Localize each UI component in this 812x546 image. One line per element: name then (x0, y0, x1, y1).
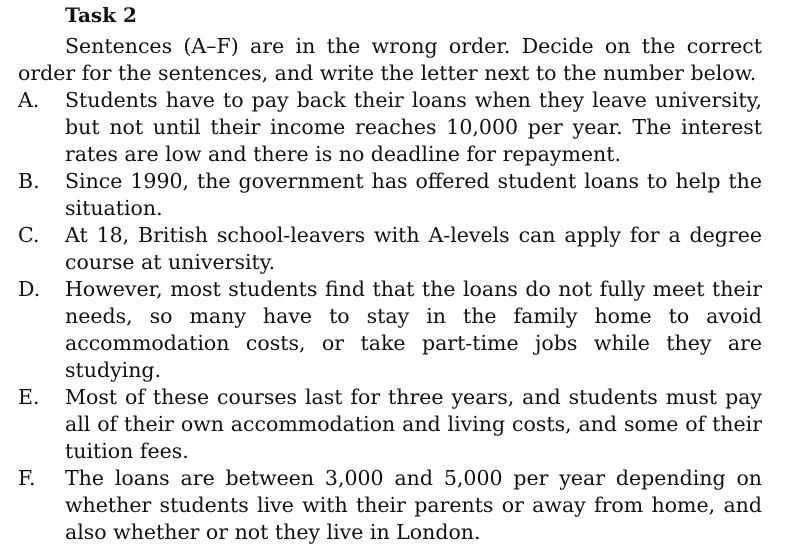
sentence-text: Students have to pay back their loans when they leave university, but not until their income reaches 10,000 per year. The interest rates are low and there is no deadline for repayment. (65, 88, 762, 166)
sentence-text: Since 1990, the government has offered student loans to help the situation. (65, 169, 762, 220)
sentence-item-c (18, 222, 762, 276)
sentence-letter: A. (18, 88, 40, 112)
sentence-item-d (18, 276, 762, 384)
sentence-letter: B. (18, 169, 40, 193)
sentence-letter: E. (18, 385, 40, 409)
sentence-letter: F. (18, 466, 36, 490)
task-instructions: Sentences (A–F) are in the wrong order. Decide on the correct order for the sentences, and write the letter next to the number below. (18, 34, 762, 85)
task-title: Task 2 (65, 3, 137, 27)
sentence-text: The loans are between 3,000 and 5,000 per year depending on whether students live with their parents or away from home, and also whether or not they live in London. (65, 466, 762, 544)
sentence-item-f (18, 465, 762, 546)
sentence-letter: D. (18, 277, 41, 301)
sentence-text: However, most students find that the loans do not fully meet their needs, so many have to stay in the family home to avoid accommodation costs, or take part-time jobs while they are studying. (65, 277, 762, 382)
sentence-item-b (18, 168, 762, 222)
sentence-item-a (18, 87, 762, 168)
sentence-letter: C. (18, 223, 40, 247)
sentence-text: Most of these courses last for three years, and students must pay all of their own accommodation and living costs, and some of their tuition fees. (65, 385, 762, 463)
sentence-item-e (18, 384, 762, 465)
sentence-text: At 18, British school-leavers with A-levels can apply for a degree course at university. (65, 223, 762, 274)
sentence-list (18, 87, 762, 546)
